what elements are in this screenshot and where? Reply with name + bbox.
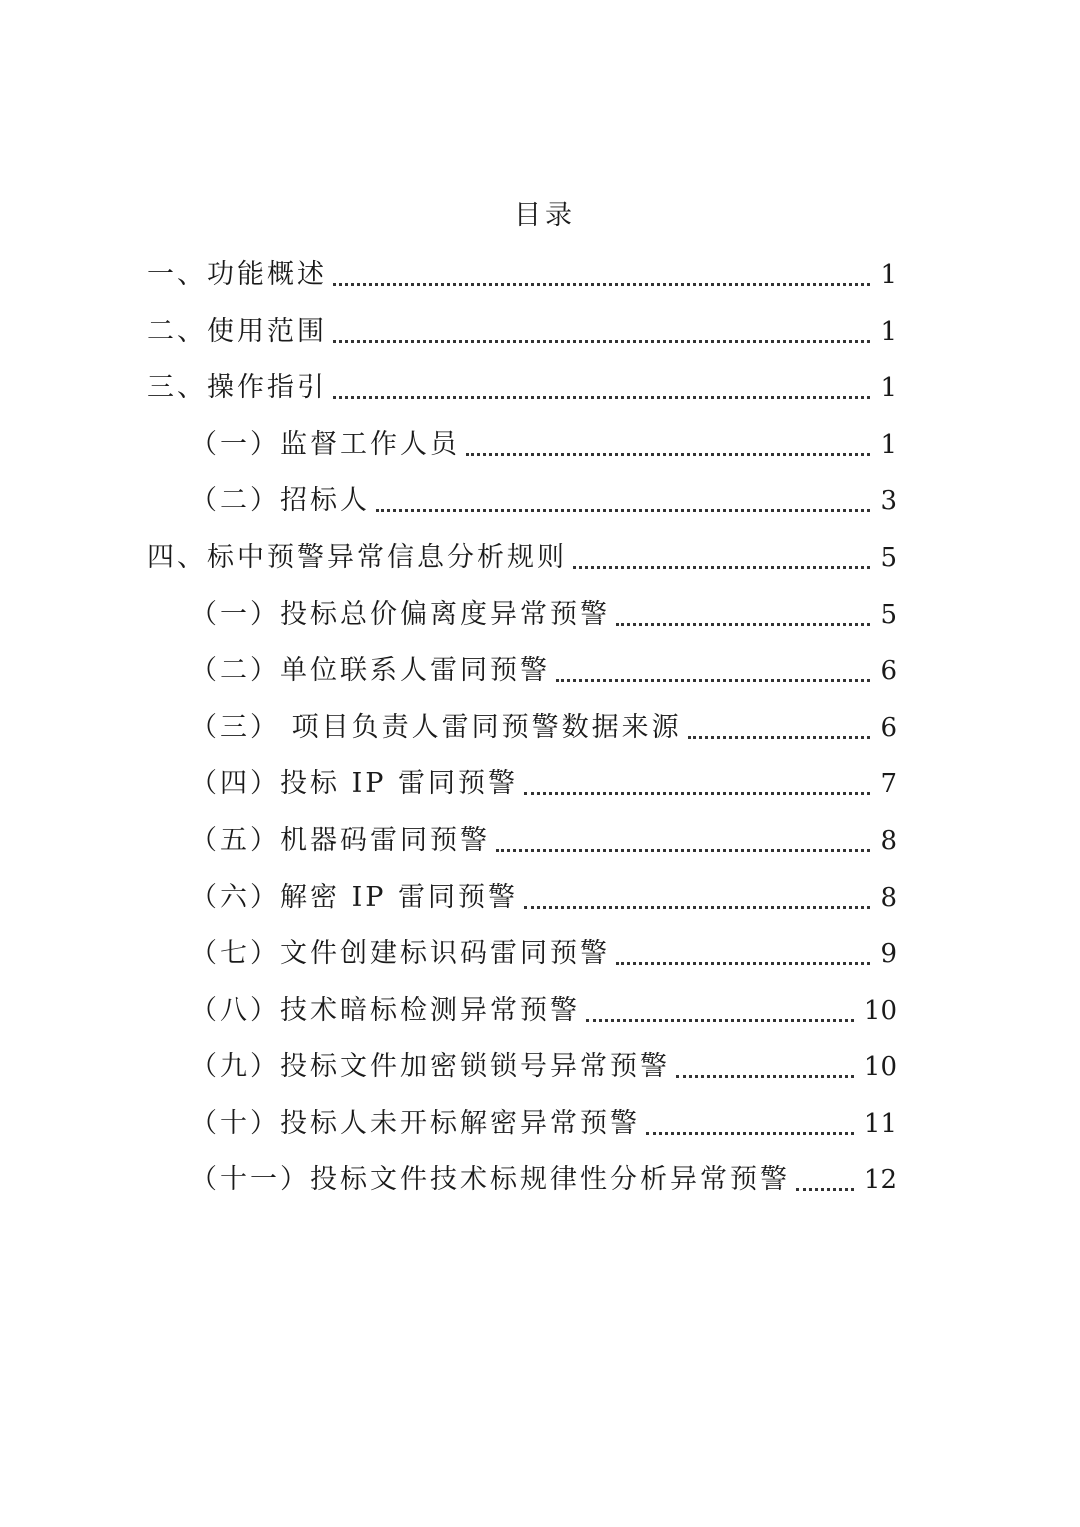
toc-page-number: 8 (880, 883, 897, 913)
toc-entry-label: （九）投标文件加密锁锁号异常预警 (190, 1051, 670, 1082)
toc-page-number: 6 (880, 713, 897, 743)
toc-page-number: 10 (863, 996, 897, 1026)
dot-leader (524, 906, 870, 909)
dot-leader (616, 623, 870, 626)
toc-entry-level2[interactable] (190, 651, 897, 691)
dot-leader (466, 453, 870, 456)
dot-leader (556, 679, 870, 682)
dot-leader (586, 1019, 854, 1022)
toc-entry-label: 二、使用范围 (147, 316, 327, 347)
toc-entry-label: （三） 项目负责人雷同预警数据来源 (190, 712, 682, 743)
toc-page-number: 6 (880, 656, 897, 686)
toc-page-number: 8 (880, 826, 897, 856)
toc-entry-label: （六）解密 IP 雷同预警 (190, 882, 518, 913)
dot-leader (616, 962, 870, 965)
toc-page-number: 1 (880, 317, 897, 347)
toc-page-number: 1 (880, 260, 897, 290)
toc-page-number: 1 (880, 373, 897, 403)
toc-entry-level2[interactable] (190, 1104, 897, 1144)
toc-entry-label: （七）文件创建标识码雷同预警 (190, 938, 610, 969)
toc-entry-level2[interactable] (190, 934, 897, 974)
dot-leader (333, 283, 870, 286)
dot-leader (524, 792, 870, 795)
toc-entry-level2[interactable] (190, 481, 897, 521)
dot-leader (333, 340, 870, 343)
toc-entry-level1[interactable] (147, 312, 897, 352)
dot-leader (796, 1188, 854, 1191)
toc-entry-label: （一）监督工作人员 (190, 429, 460, 460)
dot-leader (676, 1075, 854, 1078)
toc-entry-level1[interactable] (147, 368, 897, 408)
toc-entry-label: （二）招标人 (190, 485, 370, 516)
toc-entry-level2[interactable] (190, 991, 897, 1031)
toc-entry-level2[interactable] (190, 1160, 897, 1200)
toc-entry-label: （二）单位联系人雷同预警 (190, 655, 550, 686)
toc-page-number: 12 (863, 1165, 897, 1195)
toc-entry-level2[interactable] (190, 1047, 897, 1087)
toc-entry-label: 四、标中预警异常信息分析规则 (147, 542, 567, 573)
toc-entry-level2[interactable] (190, 821, 897, 861)
dot-leader (688, 736, 871, 739)
toc-title: 目录 (514, 200, 576, 231)
dot-leader (496, 849, 870, 852)
toc-entry-level2[interactable] (190, 595, 897, 635)
toc-entry-label: （八）技术暗标检测异常预警 (190, 995, 580, 1026)
toc-entry-label: （十）投标人未开标解密异常预警 (190, 1108, 640, 1139)
toc-entry-label: （十一）投标文件技术标规律性分析异常预警 (190, 1164, 790, 1195)
dot-leader (646, 1132, 854, 1135)
toc-entry-label: 三、操作指引 (147, 372, 327, 403)
toc-entry-label: （一）投标总价偏离度异常预警 (190, 599, 610, 630)
toc-entry-label: （四）投标 IP 雷同预警 (190, 768, 518, 799)
toc-entry-level1[interactable] (147, 538, 897, 578)
toc-entry-label: 一、功能概述 (147, 259, 327, 290)
toc-page-number: 3 (880, 486, 897, 516)
toc-page-number: 9 (880, 939, 897, 969)
toc-entry-level2[interactable] (190, 708, 897, 748)
toc-entry-level2[interactable] (190, 425, 897, 465)
toc-entry-level2[interactable] (190, 878, 897, 918)
toc-page-number: 11 (863, 1109, 897, 1139)
toc-page-number: 5 (880, 600, 897, 630)
toc-entry-label: （五）机器码雷同预警 (190, 825, 490, 856)
dot-leader (333, 396, 870, 399)
toc-page-number: 5 (880, 543, 897, 573)
toc-entry-level1[interactable] (147, 255, 897, 295)
toc-page-number: 1 (880, 430, 897, 460)
toc-page-number: 7 (880, 769, 897, 799)
toc-entry-level2[interactable] (190, 764, 897, 804)
toc-page-number: 10 (863, 1052, 897, 1082)
dot-leader (376, 509, 870, 512)
dot-leader (573, 566, 870, 569)
